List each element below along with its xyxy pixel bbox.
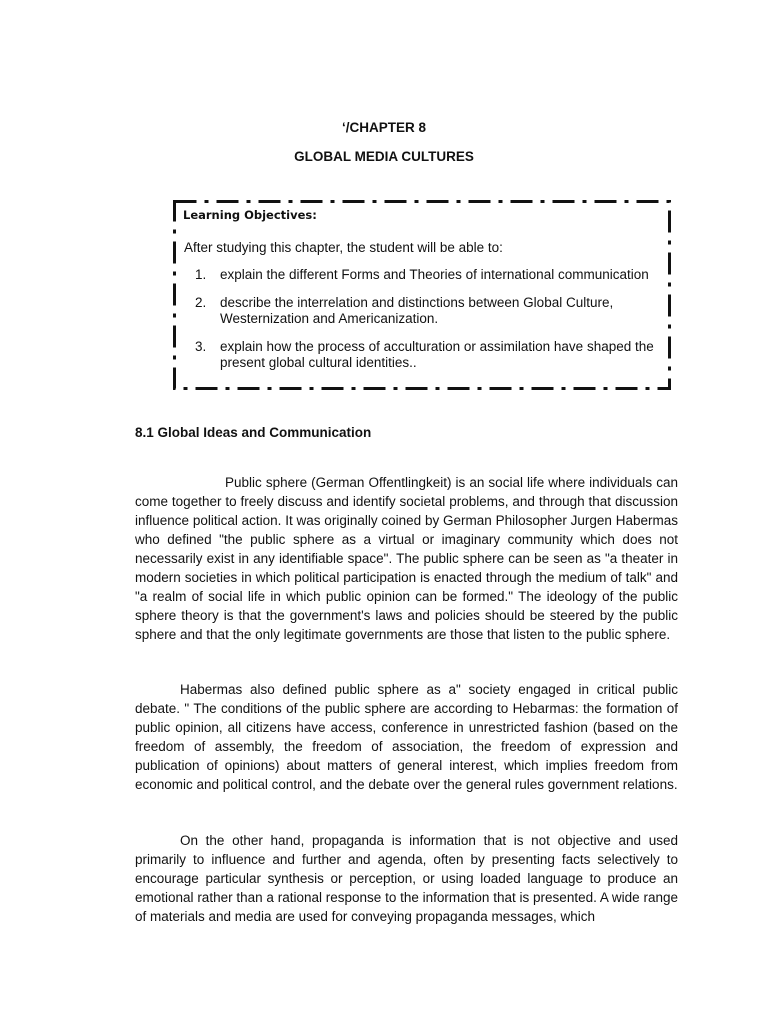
objectives-heading: Learning Objectives: — [183, 208, 317, 222]
body-paragraph: On the other hand, propaganda is information that is not objective and used primarily to influence and further and agenda, often by presenting facts selectively to encourage particular synthesis or perception, or using loaded language to produce an emotional rather than a rational response to the information that is presented. A wide range of materials and media are used for conveying propaganda messages, which — [135, 833, 678, 924]
chapter-title: GLOBAL MEDIA CULTURES — [294, 149, 474, 164]
section-heading: 8.1 Global Ideas and Communication — [135, 425, 372, 440]
objective-item — [195, 295, 665, 327]
learning-objectives-box — [173, 200, 671, 390]
objectives-intro: After studying this chapter, the student will be able to: — [184, 240, 503, 255]
body-paragraph: Habermas also defined public sphere as a" society engaged in critical public debate. " The conditions of the public sphere are according to Hebarmas: the formation of public opinion, all citizens have access, conference in unrestricted fashion (based on the freedom of assembly, the freedom of association, the freedom of expression and publication of opinions) about matters of general interest, which implies freedom from economic and political control, and the debate over the general rules government relations. — [135, 682, 678, 792]
objectives-list — [195, 267, 665, 383]
objective-number: 3. — [195, 339, 207, 354]
objective-item — [195, 267, 665, 283]
objective-item — [195, 339, 665, 371]
objective-number: 2. — [195, 295, 207, 310]
objective-text: explain the different Forms and Theories of international communication — [220, 267, 649, 282]
objective-number: 1. — [195, 267, 207, 282]
chapter-label: ‘/CHAPTER 8 — [341, 120, 426, 135]
body-paragraph: Public sphere (German Offentlingkeit) is an social life where individuals can come together to freely discuss and identify societal problems, and through that discussion influence political action. It was originally coined by German Philosopher Jurgen Habermas who defined "the public sphere as a virtual or imaginary community which does not necessarily exist in any identifiable space". The public sphere can be seen as "a theater in modern societies in which political participation is enacted through the medium of talk" and "a realm of social life in which public opinion can be formed." The ideology of the public sphere theory is that the government's laws and policies should be steered by the public sphere and that the only legitimate governments are those that listen to the public sphere. — [135, 475, 678, 642]
objective-text: describe the interrelation and distinctions between Global Culture, Westernization and Americanization. — [220, 295, 614, 326]
objective-text: explain how the process of acculturation or assimilation have shaped the present global cultural identities.. — [220, 339, 654, 370]
